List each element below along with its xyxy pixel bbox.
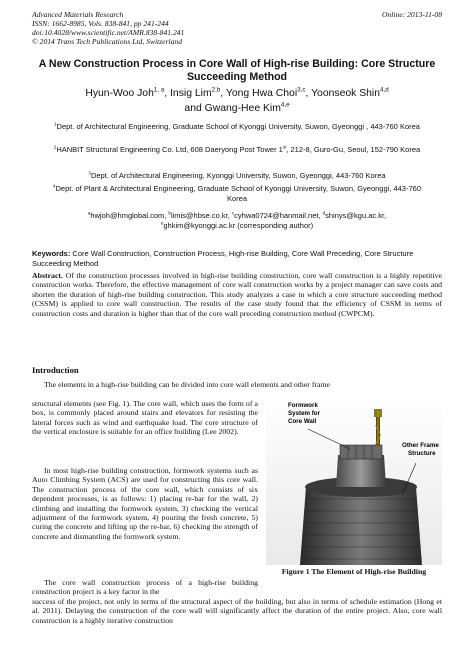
- paragraph: In most high-rise building construction, formwork systems such as Auto Climbing System (ACS) are used for constructing this core wall. The construction process of the core wall, which consists of six dependent processes, is as follows: 1) placing re-bar for the wall, 2) climbing and installing the formwork system, 3) checking the vertical adjustment of the formwork system, 4) pouring the fresh concrete, 5) curing the concrete and lifting up the re-bar, 6) checking the strength of concrete and dismantling the formwork system.: [32, 466, 258, 541]
- affiliation-1: [44, 122, 430, 132]
- email-sup: e: [160, 220, 164, 226]
- affiliation-2: [44, 145, 430, 155]
- aff-number: 2: [53, 144, 57, 150]
- email: hwjoh@hmglobal.com,: [90, 211, 169, 220]
- email-sup: d: [322, 210, 326, 216]
- email: cyhwa0724@hanmail.net,: [234, 211, 323, 220]
- email-sup: c: [231, 210, 235, 216]
- doi-line: doi:10.4028/www.scientific.net/AMR.838-841.241: [32, 28, 185, 37]
- journal-name: Advanced Materials Research: [32, 10, 124, 19]
- author-sup: 3,c: [297, 86, 306, 94]
- email: limis@hbse.co.kr,: [170, 211, 232, 220]
- author-name: Yoonseok Shin: [311, 88, 381, 99]
- author-name: Gwang-Hee Kim: [204, 103, 281, 114]
- author-sup: 2,b: [211, 86, 221, 94]
- figure-caption: Figure 1 The Element of High-rise Building: [281, 567, 427, 576]
- author-and: and: [184, 103, 202, 114]
- aff-text: Dept. of Architectural Engineering, Graduate School of Kyonggi University, Suwon, Gyeonggi , 443-760 Korea: [56, 122, 420, 131]
- keywords-text: Core Wall Construction, Construction Process, High-rise Building, Core Wall Preceding, Core Structure Succeeding Method: [32, 249, 414, 268]
- email-sup: b: [168, 210, 171, 216]
- aff-number: 4: [52, 183, 56, 189]
- paragraph: structural elements (see Fig. 1). The core wall, which uses the form of a box, is commonly placed around stairs and elevators for resisting the lateral forces such as wind and earthquake load. The core structure of the vertical enclosure is suitable for an office building (Lee 2002).: [32, 399, 258, 437]
- paragraph: The elements in a high-rise building can be divided into core wall elements and other frame: [44, 380, 331, 389]
- figure-label: Core Wall: [288, 418, 317, 425]
- author-name: Yong Hwa Choi: [225, 88, 298, 99]
- abstract: [32, 271, 442, 318]
- author-sup: 4,d: [380, 86, 389, 94]
- abstract-label: Abstract.: [32, 271, 63, 280]
- page-header: [32, 10, 442, 46]
- building-figure: [266, 395, 442, 565]
- email: ghkim@kyonggi.ac.kr (corresponding author): [163, 220, 314, 230]
- figure-label: Structure: [408, 450, 436, 457]
- section-heading: Introduction: [32, 365, 79, 375]
- online-date: Online: 2013-11-08: [382, 10, 442, 19]
- email-sup: a: [87, 210, 91, 216]
- author-list: Hyun-Woo Joh$^{1, a}$, Insig Lim$^{2,b}$, Yong Hwa Choi$^{3,c}$, Yoonseok Shin$^{4,d}$ and Gwang-Hee Kim$^{4,e}$: [85, 86, 389, 114]
- author-name: Hyun-Woo Joh: [85, 88, 154, 99]
- author-sup: 1, a: [153, 86, 165, 94]
- issn-line: ISSN: 1662-8985, Vols. 838-841, pp 241-244: [32, 19, 169, 28]
- author-name: Insig Lim: [170, 88, 212, 99]
- paragraph: success of the project, not only in terms of the structural aspect of the building, but also in terms of schedule estimation (Hong et al. 2011). Delaying the construction of the core wall will significantly affect the duration of the entire project. Also, core wall construction is a highly iterative construction: [32, 597, 442, 625]
- figure-label: Other Frame: [402, 442, 439, 449]
- keywords-label: Keywords:: [32, 249, 71, 258]
- figure-label: Formwork: [288, 402, 318, 409]
- figure-label: System for: [288, 410, 320, 417]
- email: shinys@kgu.ac.kr,: [325, 211, 387, 220]
- email-list: [44, 211, 430, 230]
- affiliation-3: [44, 171, 430, 181]
- aff-number: 3: [88, 170, 91, 176]
- aff-text: HANBIT Structural Engineering Co. Ltd, 608 Daeryong Post Tower 1: [56, 145, 283, 154]
- aff-number: 1: [54, 121, 57, 127]
- aff-sup: st: [282, 144, 287, 150]
- aff-text: Dept. of Plant & Architectural Engineering, Graduate School of Kyonggi University, Suwon, Gyeonggi, 443-760 Korea: [55, 184, 421, 203]
- affiliation-4: [44, 184, 430, 203]
- building-body: [300, 487, 422, 565]
- aff-text: , 212-8, Guro-Gu, Seoul, 152-790 Korea: [286, 145, 421, 154]
- aff-text: Dept. of Architectural Engineering, Kyonggi University, Suwon, Gyeonggi, 443-760 Korea: [90, 171, 386, 180]
- abstract-text: Of the construction processes involved in high-rise building construction, core wall construction is a highly repetitive construction works. Therefore, the effective management of core wall construction works by a project manager can save costs and shorten the duration of high-rise building construction. This study analyzes a case in which a core structure succeeding method (CSSM) is applied to core wall construction. The results of the case study found that the efficiency of CSSM in terms of construction costs and duration is higher than that of the core wall preceding construction method (CWPCM).: [32, 271, 442, 318]
- author-sup: 4,e: [280, 101, 290, 109]
- paragraph: The core wall construction process of a high-rise building construction project is a key factor in the: [32, 578, 258, 597]
- copyright-line: © 2014 Trans Tech Publications Ltd, Switzerland: [32, 37, 182, 46]
- paper-title: A New Construction Process in Core Wall of High-rise Building: Core Structure Succeeding Method: [38, 58, 436, 83]
- keywords: [32, 249, 442, 268]
- core-wall: [336, 455, 386, 487]
